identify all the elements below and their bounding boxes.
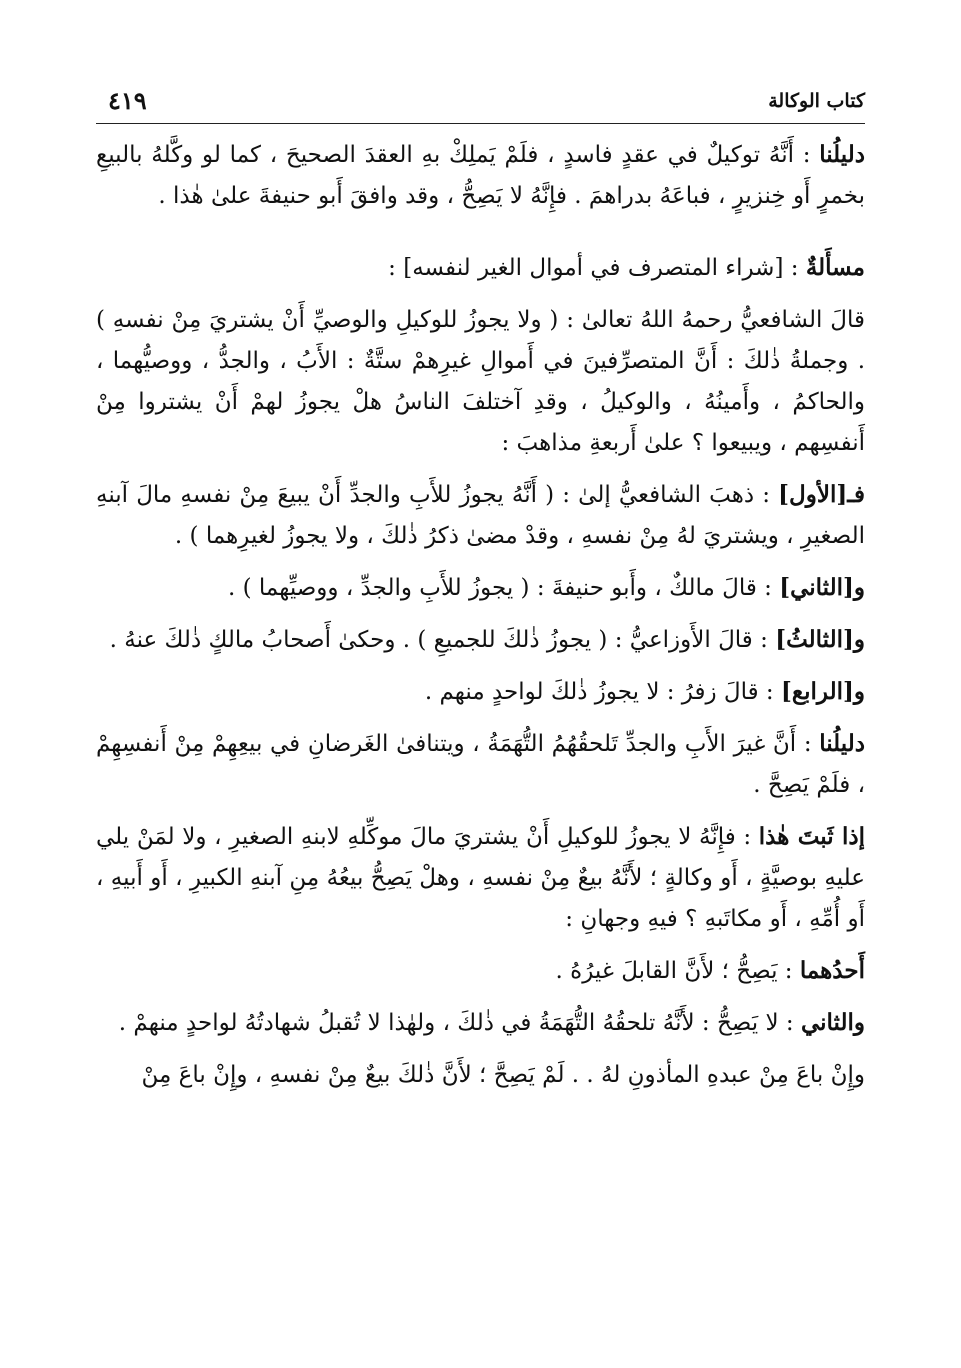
header-rule bbox=[96, 123, 865, 124]
paragraph-lead: و[الرابع] bbox=[781, 678, 865, 705]
paragraph-text: : قالَ زفرُ : لا يجوزُ ذٰلكَ لواحدٍ منهم . bbox=[424, 679, 781, 705]
paragraph-lead: أَحدُهما bbox=[799, 957, 865, 984]
paragraph-issue-heading bbox=[96, 247, 865, 289]
paragraph-lead: إذا ثَبتَ هٰذا bbox=[758, 823, 865, 850]
paragraph-established bbox=[96, 816, 865, 940]
paragraph-second-aspect bbox=[96, 1002, 865, 1044]
paragraph-lead: فـ[الأول] bbox=[778, 481, 865, 508]
paragraph-text: وإِنْ باعَ مِنْ عبدهِ المأذونِ لهُ . . لَمْ يَصِحَّ ؛ لأَنَّ ذٰلكَ بيعٌ مِنْ نفسهِ ، وإِنْ باعَ مِنْ bbox=[141, 1062, 865, 1088]
paragraph-text: : لا يَصِحُّ : لأَنَّهُ تلحقُهُ التُّهَمَةُ في ذٰلكَ ، ولهٰذا لا تُقبلُ شهادتُهُ لواحدٍ منهمْ . bbox=[118, 1010, 801, 1036]
paragraph-lead: دليلُنا bbox=[819, 730, 865, 757]
paragraph-text: : قالَ الأَوزاعيُّ : ( يجوزُ ذٰلكَ للجميعِ ) . وحكىٰ أَصحابُ مالكٍ ذٰلكَ عنهُ . bbox=[109, 627, 776, 653]
paragraph-lead: مسأَلةٌ bbox=[805, 254, 865, 281]
paragraph-lead: دليلُنا bbox=[819, 141, 865, 168]
paragraph-text: : [شراء المتصرف في أموال الغير لنفسه] : bbox=[388, 255, 806, 281]
paragraph-second-view bbox=[96, 567, 865, 609]
paragraph-lead: والثاني bbox=[800, 1009, 865, 1036]
paragraph-text: : فإِنَّهُ لا يجوزُ للوكيلِ أَنْ يشتريَ مالَ موكِّلهِ لابنهِ الصغيرِ ، ولا لمَنْ يلي عليهِ بوصيَّةٍ ، أَو وكالةٍ ؛ لأَنَّهُ بيعٌ مِنْ نفسهِ ، وهلْ يَصِحُّ بيعُهُ مِنِ آبنهِ الكبيرِ ، أَو أَبيهِ ، أَو أُمِّهِ ، أَو مكاتَبهِ ؟ فيهِ وجهانِ : bbox=[96, 824, 865, 932]
running-title: كتاب الوكالة bbox=[768, 90, 865, 112]
paragraph-third-view bbox=[96, 619, 865, 661]
paragraph-first-aspect bbox=[96, 950, 865, 992]
paragraph-text: : يَصِحُّ ؛ لأَنَّ القابلَ غيرُهُ . bbox=[555, 958, 800, 984]
paragraph-lead: و[الثاني] bbox=[779, 574, 865, 601]
page-number: ٤١٩ bbox=[108, 86, 147, 115]
paragraph-slave-sale bbox=[96, 1054, 865, 1096]
paragraph-evidence-2 bbox=[96, 723, 865, 806]
paragraph-fourth-view bbox=[96, 671, 865, 713]
paragraph-text: قالَ الشافعيُّ رحمهُ اللهُ تعالىٰ : ( ولا يجوزُ للوكيلِ والوصيِّ أَنْ يشتريَ مِنْ نفسهِ ) . وجملةُ ذٰلكَ : أَنَّ المتصرِّفينَ في أَموالِ غيرِهمْ ستَّةٌ : الأَبُ ، والجدُّ ، ووصيُّهما ، والحاكمُ ، وأَمينُهُ ، والوكيلُ ، وقدِ آختلفَ الناسُ هلْ يجوزُ لهمْ أَنْ يشتروا مِنْ أَنفسِهم ، ويبيعوا ؟ علىٰ أَربعةِ مذاهبَ : bbox=[96, 307, 865, 456]
paragraph-text: : قالَ مالكٌ ، وأَبو حنيفةَ : ( يجوزُ للأَبِ والجدِّ ، ووصيِّهما ) . bbox=[228, 575, 780, 601]
paragraph-text: : ذهبَ الشافعيُّ إلىٰ : ( أَنَّهُ يجوزُ للأَبِ والجدِّ أَنْ يبيعَ مِنْ نفسهِ مالَ آبنهِ الصغيرِ ، ويشتريَ لهُ مِنْ نفسهِ ، وقدْ مضىٰ ذكرُ ذٰلكَ ، ولا يجوزُ لغيرِهما ) . bbox=[96, 482, 865, 549]
paragraph-lead: و[الثالثُ] bbox=[775, 626, 865, 653]
body-text bbox=[96, 134, 865, 1106]
paragraph-shafii-statement bbox=[96, 299, 865, 464]
paragraph-first-view bbox=[96, 474, 865, 557]
paragraph-text: : أَنَّ غيرَ الأَبِ والجدِّ تَلحقُهُمُ التُّهَمَةُ ، ويتنافىٰ الغَرضانِ في بيعِهِمْ مِنْ أَنفسِهِمْ ، فلَمْ يَصِحَّ . bbox=[96, 731, 865, 798]
paragraph-evidence bbox=[96, 134, 865, 217]
page-header bbox=[96, 86, 865, 126]
paragraph-text: : أَنَّهُ توكيلٌ في عقدٍ فاسدٍ ، فلَمْ يَملِكْ بهِ العقدَ الصحيحَ ، كما لو وكَّلهُ بالبيعِ بخمرٍ أَو خِنزيرٍ ، فباعَهُ بدراهمَ . فإِنَّهُ لا يَصِحُّ ، وقد وافقَ أَبو حنيفةَ علىٰ هٰذا . bbox=[96, 142, 865, 209]
